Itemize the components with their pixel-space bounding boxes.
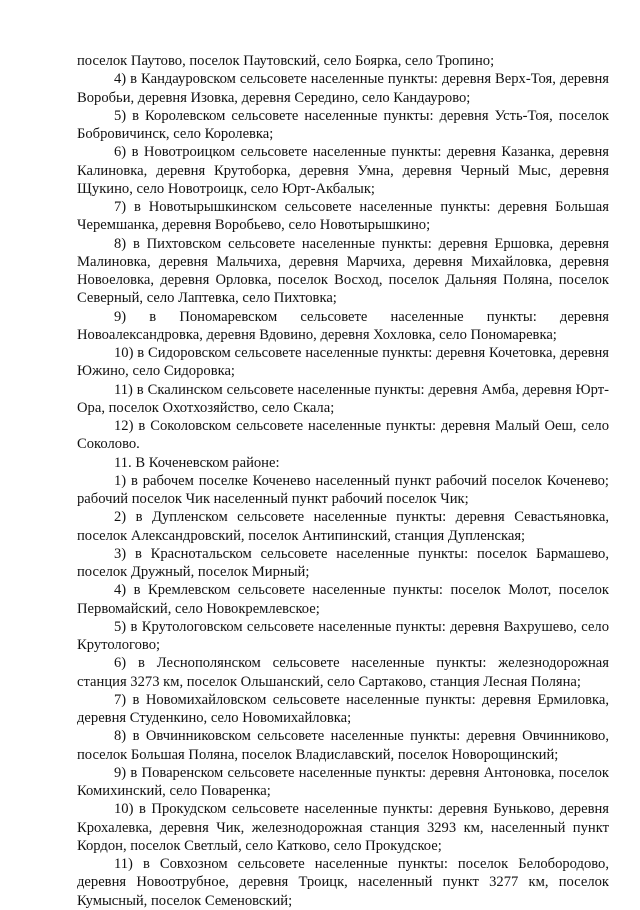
paragraph-sovkhozny: 11) в Совхозном сельсовете населенные пункты: поселок Белобородово, деревня Новоотрубное, деревня Троицк, населенный пункт 3277 км, поселок Кумысный, поселок Семеновский; [77, 856, 609, 909]
paragraph-kandaurovsky: 4) в Кандауровском сельсовете населенные пункты: деревня Верх-Тоя, деревня Воробьи, деревня Изовка, деревня Середино, село Кандаурово; [77, 71, 609, 106]
paragraph-povarensky: 9) в Поваренском сельсовете населенные пункты: деревня Антоновка, поселок Комихинский, село Поваренка; [77, 764, 609, 799]
paragraph-lesnopolyansky: 6) в Леснополянском сельсовете населенные пункты: железнодорожная станция 3273 км, поселок Ольшанский, село Сартаково, станция Лесная Поляна; [77, 655, 609, 690]
paragraph-skalinsky: 11) в Скалинском сельсовете населенные пункты: деревня Амба, деревня Юрт-Ора, поселок Охотхозяйство, село Скала; [77, 381, 609, 416]
paragraph-krutologovsky: 5) в Крутологовском сельсовете населенные пункты: деревня Вахрушево, село Крутологово; [77, 618, 609, 653]
paragraph-prokudsky: 10) в Прокудском сельсовете населенные пункты: деревня Буньково, деревня Крохалевка, деревня Чик, железнодорожная станция 3293 км, населенный пункт Кордон, поселок Светлый, село Катково, село Прокудское; [77, 801, 609, 854]
paragraph-continuation: поселок Паутово, поселок Паутовский, село Боярка, село Тропино; [77, 53, 495, 69]
document-page [77, 52, 609, 910]
paragraph-novotyryshkinsky: 7) в Новотырышкинском сельсовете населенные пункты: деревня Большая Черемшанка, деревня Воробьево, село Новотырышкино; [77, 199, 609, 234]
paragraph-korolevsky: 5) в Королевском сельсовете населенные пункты: деревня Усть-Тоя, поселок Бобровичинск, село Королевка; [77, 107, 609, 142]
paragraph-kochenevo-settlement: 1) в рабочем поселке Коченево населенный пункт рабочий поселок Коченево; рабочий поселок Чик населенный пункт рабочий поселок Чик; [77, 472, 609, 507]
paragraph-novomikhaylovsky: 7) в Новомихайловском сельсовете населенные пункты: деревня Ермиловка, деревня Студенкино, село Новомихайловка; [77, 691, 609, 726]
paragraph-ovchinnikovsky: 8) в Овчинниковском сельсовете населенные пункты: деревня Овчинниково, поселок Большая Поляна, поселок Владиславский, поселок Новорощинский; [77, 728, 609, 763]
paragraph-novotroitsky: 6) в Новотроицком сельсовете населенные пункты: деревня Казанка, деревня Калиновка, деревня Крутоборка, деревня Умна, деревня Черный Мыс, деревня Щукино, село Новотроицк, село Юрт-Акбалык; [77, 144, 609, 197]
paragraph-ponomarevsky: 9) в Пономаревском сельсовете населенные пункты: деревня Новоалександровка, деревня Вдовино, деревня Хохловка, село Пономаревка; [77, 308, 609, 343]
paragraph-pikhtovsky: 8) в Пихтовском сельсовете населенные пункты: деревня Ершовка, деревня Малиновка, деревня Мальчиха, деревня Марчиха, деревня Михайловка, деревня Новоеловка, деревня Орловка, поселок Восход, поселок Дальняя Поляна, поселок Северный, село Лаптевка, село Пихтовка; [77, 235, 609, 307]
paragraph-sokolovsky: 12) в Соколовском сельсовете населенные пункты: деревня Малый Оеш, село Соколово. [77, 418, 609, 453]
paragraph-sidorovsky: 10) в Сидоровском сельсовете населенные пункты: деревня Кочетовка, деревня Южино, село Сидоровка; [77, 345, 609, 380]
paragraph-duplensky: 2) в Дупленском сельсовете населенные пункты: деревня Севастьяновка, поселок Александровский, поселок Антипинский, станция Дупленская; [77, 509, 609, 544]
paragraph-krasnotalsky: 3) в Краснотальском сельсовете населенные пункты: поселок Бармашево, поселок Дружный, поселок Мирный; [77, 545, 609, 580]
paragraph-kremlevsky: 4) в Кремлевском сельсовете населенные пункты: поселок Молот, поселок Первомайский, село Новокремлевское; [77, 582, 609, 617]
section-heading-kochenevo: 11. В Коченевском районе: [114, 454, 280, 471]
